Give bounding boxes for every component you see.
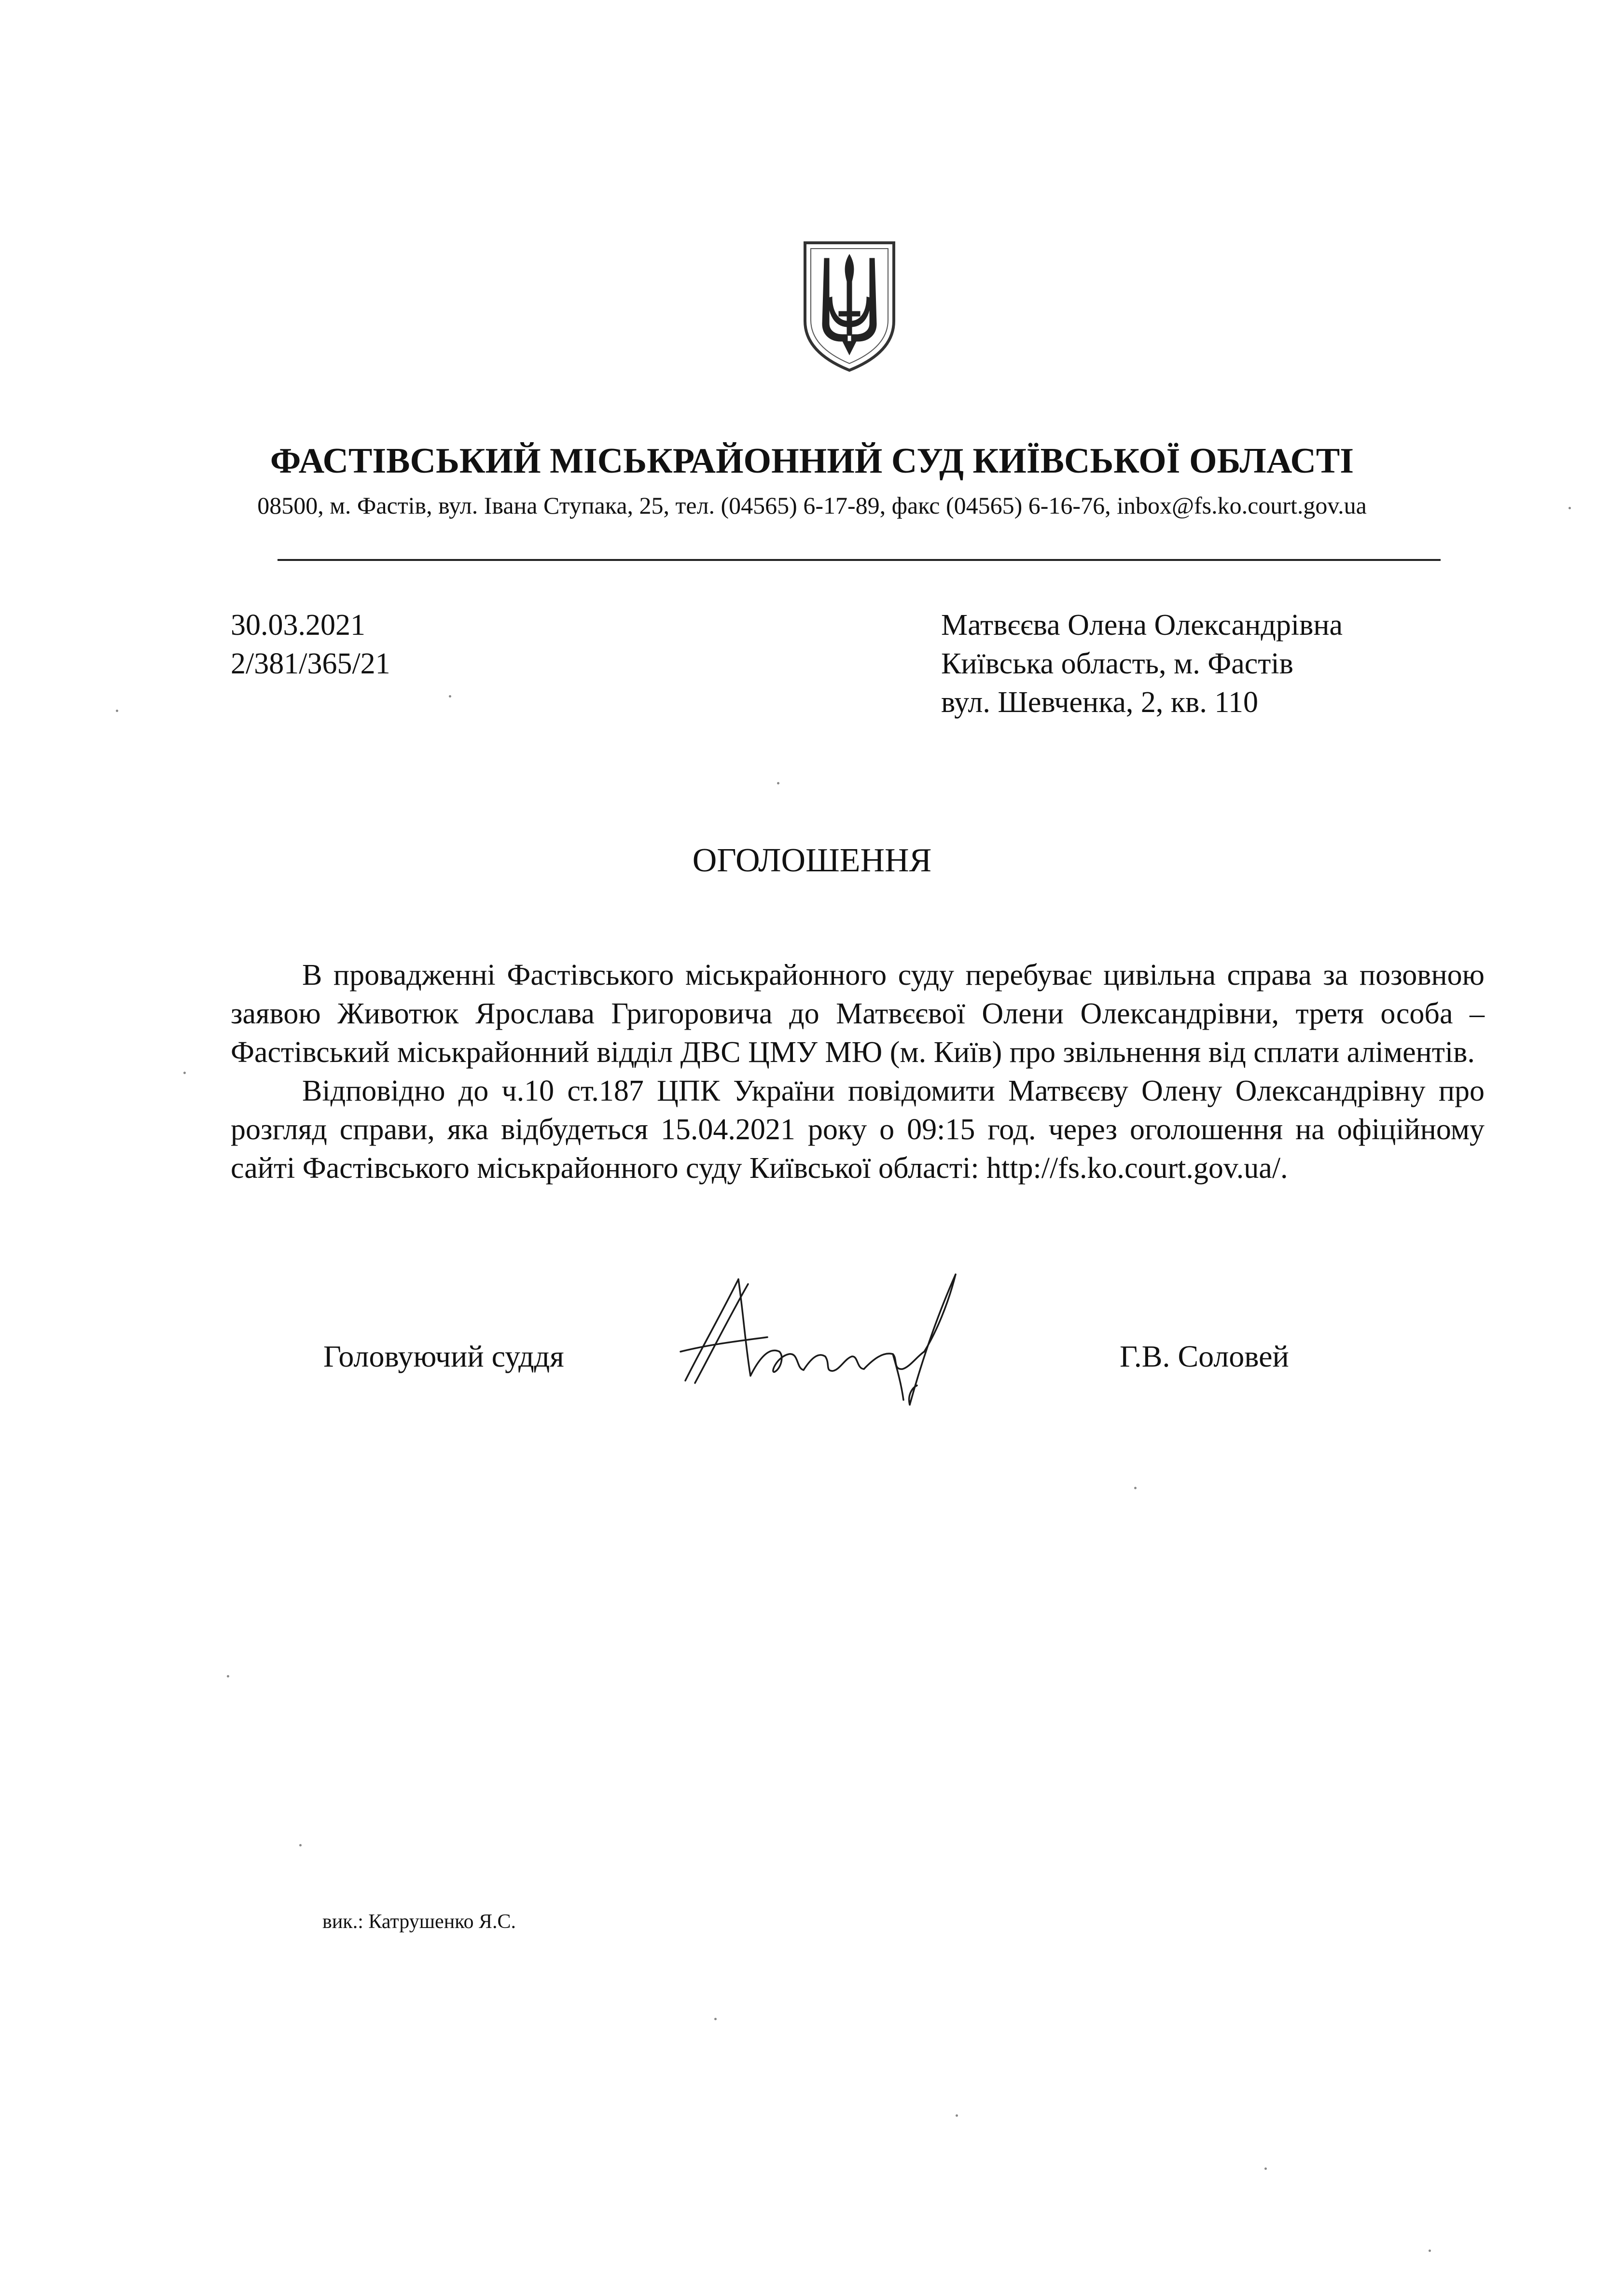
scan-speck bbox=[956, 2114, 958, 2117]
scan-speck bbox=[777, 782, 779, 784]
scan-speck bbox=[1429, 2250, 1431, 2252]
recipient-street: вул. Шевченка, 2, кв. 110 bbox=[941, 686, 1259, 719]
ukraine-trident-emblem-icon bbox=[801, 239, 898, 374]
document-reference: 2/381/365/21 bbox=[231, 647, 390, 680]
court-address: 08500, м. Фастів, вул. Івана Ступака, 25, тел. (04565) 6-17-89, факс (04565) 6-16-76, inbox@fs.ko.court.gov.ua bbox=[257, 492, 1367, 519]
scan-speck bbox=[449, 695, 451, 698]
scan-speck bbox=[116, 710, 118, 712]
scan-speck bbox=[1568, 507, 1571, 509]
document-title: ОГОЛОШЕННЯ bbox=[692, 842, 932, 879]
executor-note: вик.: Катрушенко Я.С. bbox=[322, 1911, 516, 1933]
recipient-name: Матвєєва Олена Олександрівна bbox=[941, 609, 1343, 642]
signer-name: Г.В. Соловей bbox=[1120, 1339, 1289, 1373]
scan-speck bbox=[183, 1072, 186, 1074]
document-body bbox=[231, 956, 1485, 1188]
handwritten-signature-icon bbox=[666, 1260, 975, 1414]
body-paragraph-1: В провадженні Фастівського міськрайонного суду перебуває цивільна справа за позовною заявою Животюк Ярослава Григоровича до Матвєєвої Олени Олександрівни, третя особа – Фастівський міськрайонний відділ ДВС ЦМУ МЮ (м. Київ) про звільнення від сплати аліментів. bbox=[231, 959, 1485, 1069]
header-divider bbox=[278, 559, 1441, 561]
signer-role: Головуючий суддя bbox=[323, 1339, 564, 1373]
recipient-city: Київська область, м. Фастів bbox=[941, 647, 1293, 680]
court-name: ФАСТІВСЬКИЙ МІСЬКРАЙОННИЙ СУД КИЇВСЬКОЇ ОБЛАСТІ bbox=[270, 441, 1354, 481]
scan-speck bbox=[1264, 2167, 1267, 2170]
document-date: 30.03.2021 bbox=[231, 609, 365, 642]
body-paragraph-2: Відповідно до ч.10 ст.187 ЦПК України повідомити Матвєєву Олену Олександрівну про розгляд справи, яка відбудеться 15.04.2021 року о 09:15 год. через оголошення на офіційному сайті Фастівського міськрайонного суду Київської області: http://fs.ko.court.gov.ua/. bbox=[231, 1075, 1485, 1185]
scan-speck bbox=[299, 1844, 302, 1846]
recipient-block bbox=[941, 606, 1343, 722]
document-meta bbox=[231, 606, 390, 683]
scan-speck bbox=[227, 1675, 229, 1677]
scan-speck bbox=[1134, 1487, 1137, 1489]
scan-speck bbox=[714, 2018, 717, 2020]
